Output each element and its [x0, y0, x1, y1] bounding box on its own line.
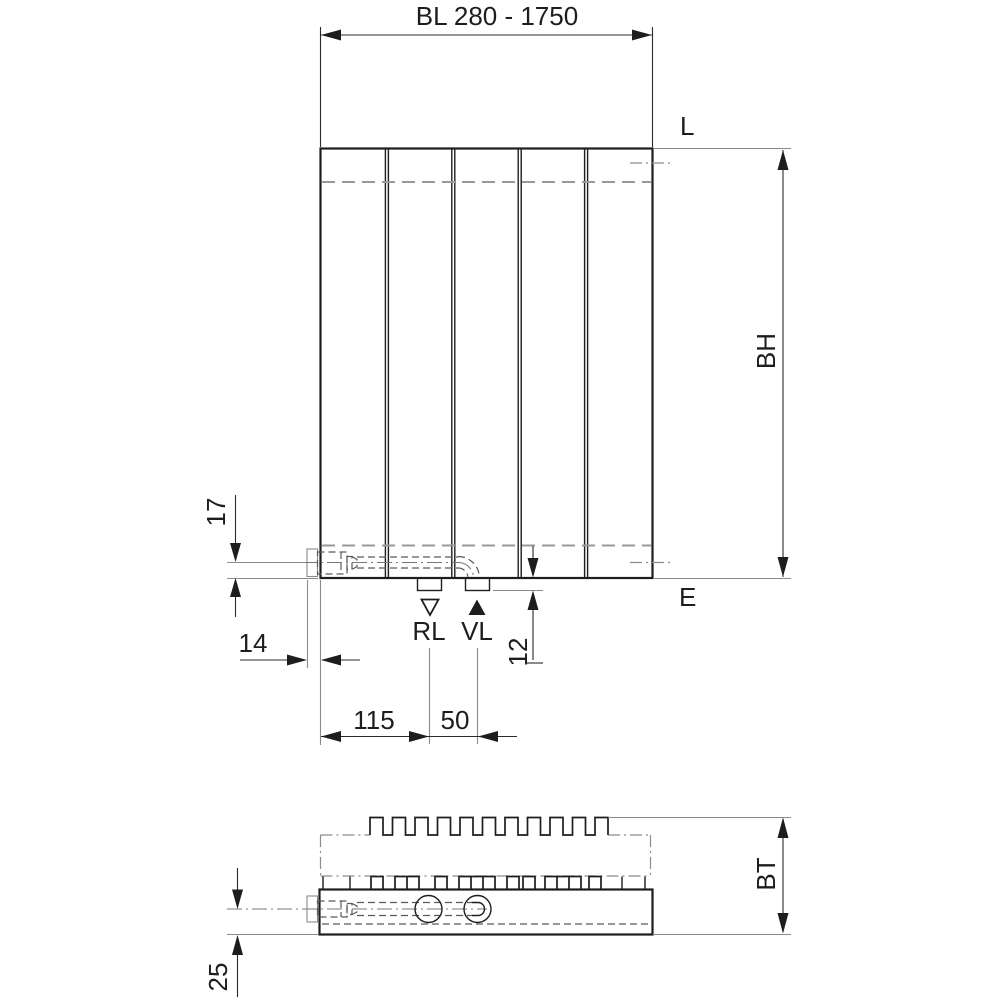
height-dimension: [751, 150, 789, 577]
arrowhead-up: [778, 150, 789, 170]
top-view: [203, 818, 791, 998]
width-dimension: [321, 1, 653, 147]
stub-depth-label: 12: [503, 637, 533, 667]
return-label: RL: [412, 616, 446, 646]
valve-offset-dimension: [201, 495, 318, 617]
connection-position-dimensions: [321, 648, 517, 744]
depth-dimension: [751, 818, 789, 934]
valve-offset-label: 17: [201, 497, 231, 527]
arrowhead-left: [321, 30, 341, 41]
convector-fins-lower: [371, 877, 601, 891]
radiator-outline: [321, 149, 653, 579]
top-edge-label: L: [680, 111, 695, 141]
convector-fins-upper: [370, 818, 608, 836]
pipe-elbow: [458, 557, 480, 579]
return-stub: [418, 578, 442, 591]
arrowhead-down: [778, 557, 789, 577]
supply-flow-triangle: [469, 600, 486, 616]
height-dimension-label: BH: [751, 332, 781, 370]
valve-protrusion-label: 14: [238, 628, 268, 658]
depth-dimension-label: BT: [751, 857, 781, 891]
return-offset-label: 115: [353, 705, 395, 735]
valve-assembly: [227, 549, 480, 578]
width-dimension-label: BL 280 - 1750: [415, 1, 579, 31]
valve-assembly-top: [227, 896, 487, 922]
supply-label: VL: [461, 616, 493, 646]
bottom-edge-label: E: [679, 582, 697, 612]
body-outline: [320, 890, 653, 935]
connection-spacing-label: 50: [440, 705, 470, 735]
front-view: [201, 1, 791, 745]
supply-stub: [466, 578, 490, 591]
valve-protrusion-dimension: [239, 580, 360, 745]
valve-centerline-dimension: [203, 868, 243, 997]
return-flow-triangle: [422, 600, 439, 616]
arrowhead-right: [632, 30, 652, 41]
convector-phantom-outline: [321, 835, 651, 876]
panel-dividers: [385, 149, 587, 577]
valve-centerline-label: 25: [203, 962, 233, 992]
